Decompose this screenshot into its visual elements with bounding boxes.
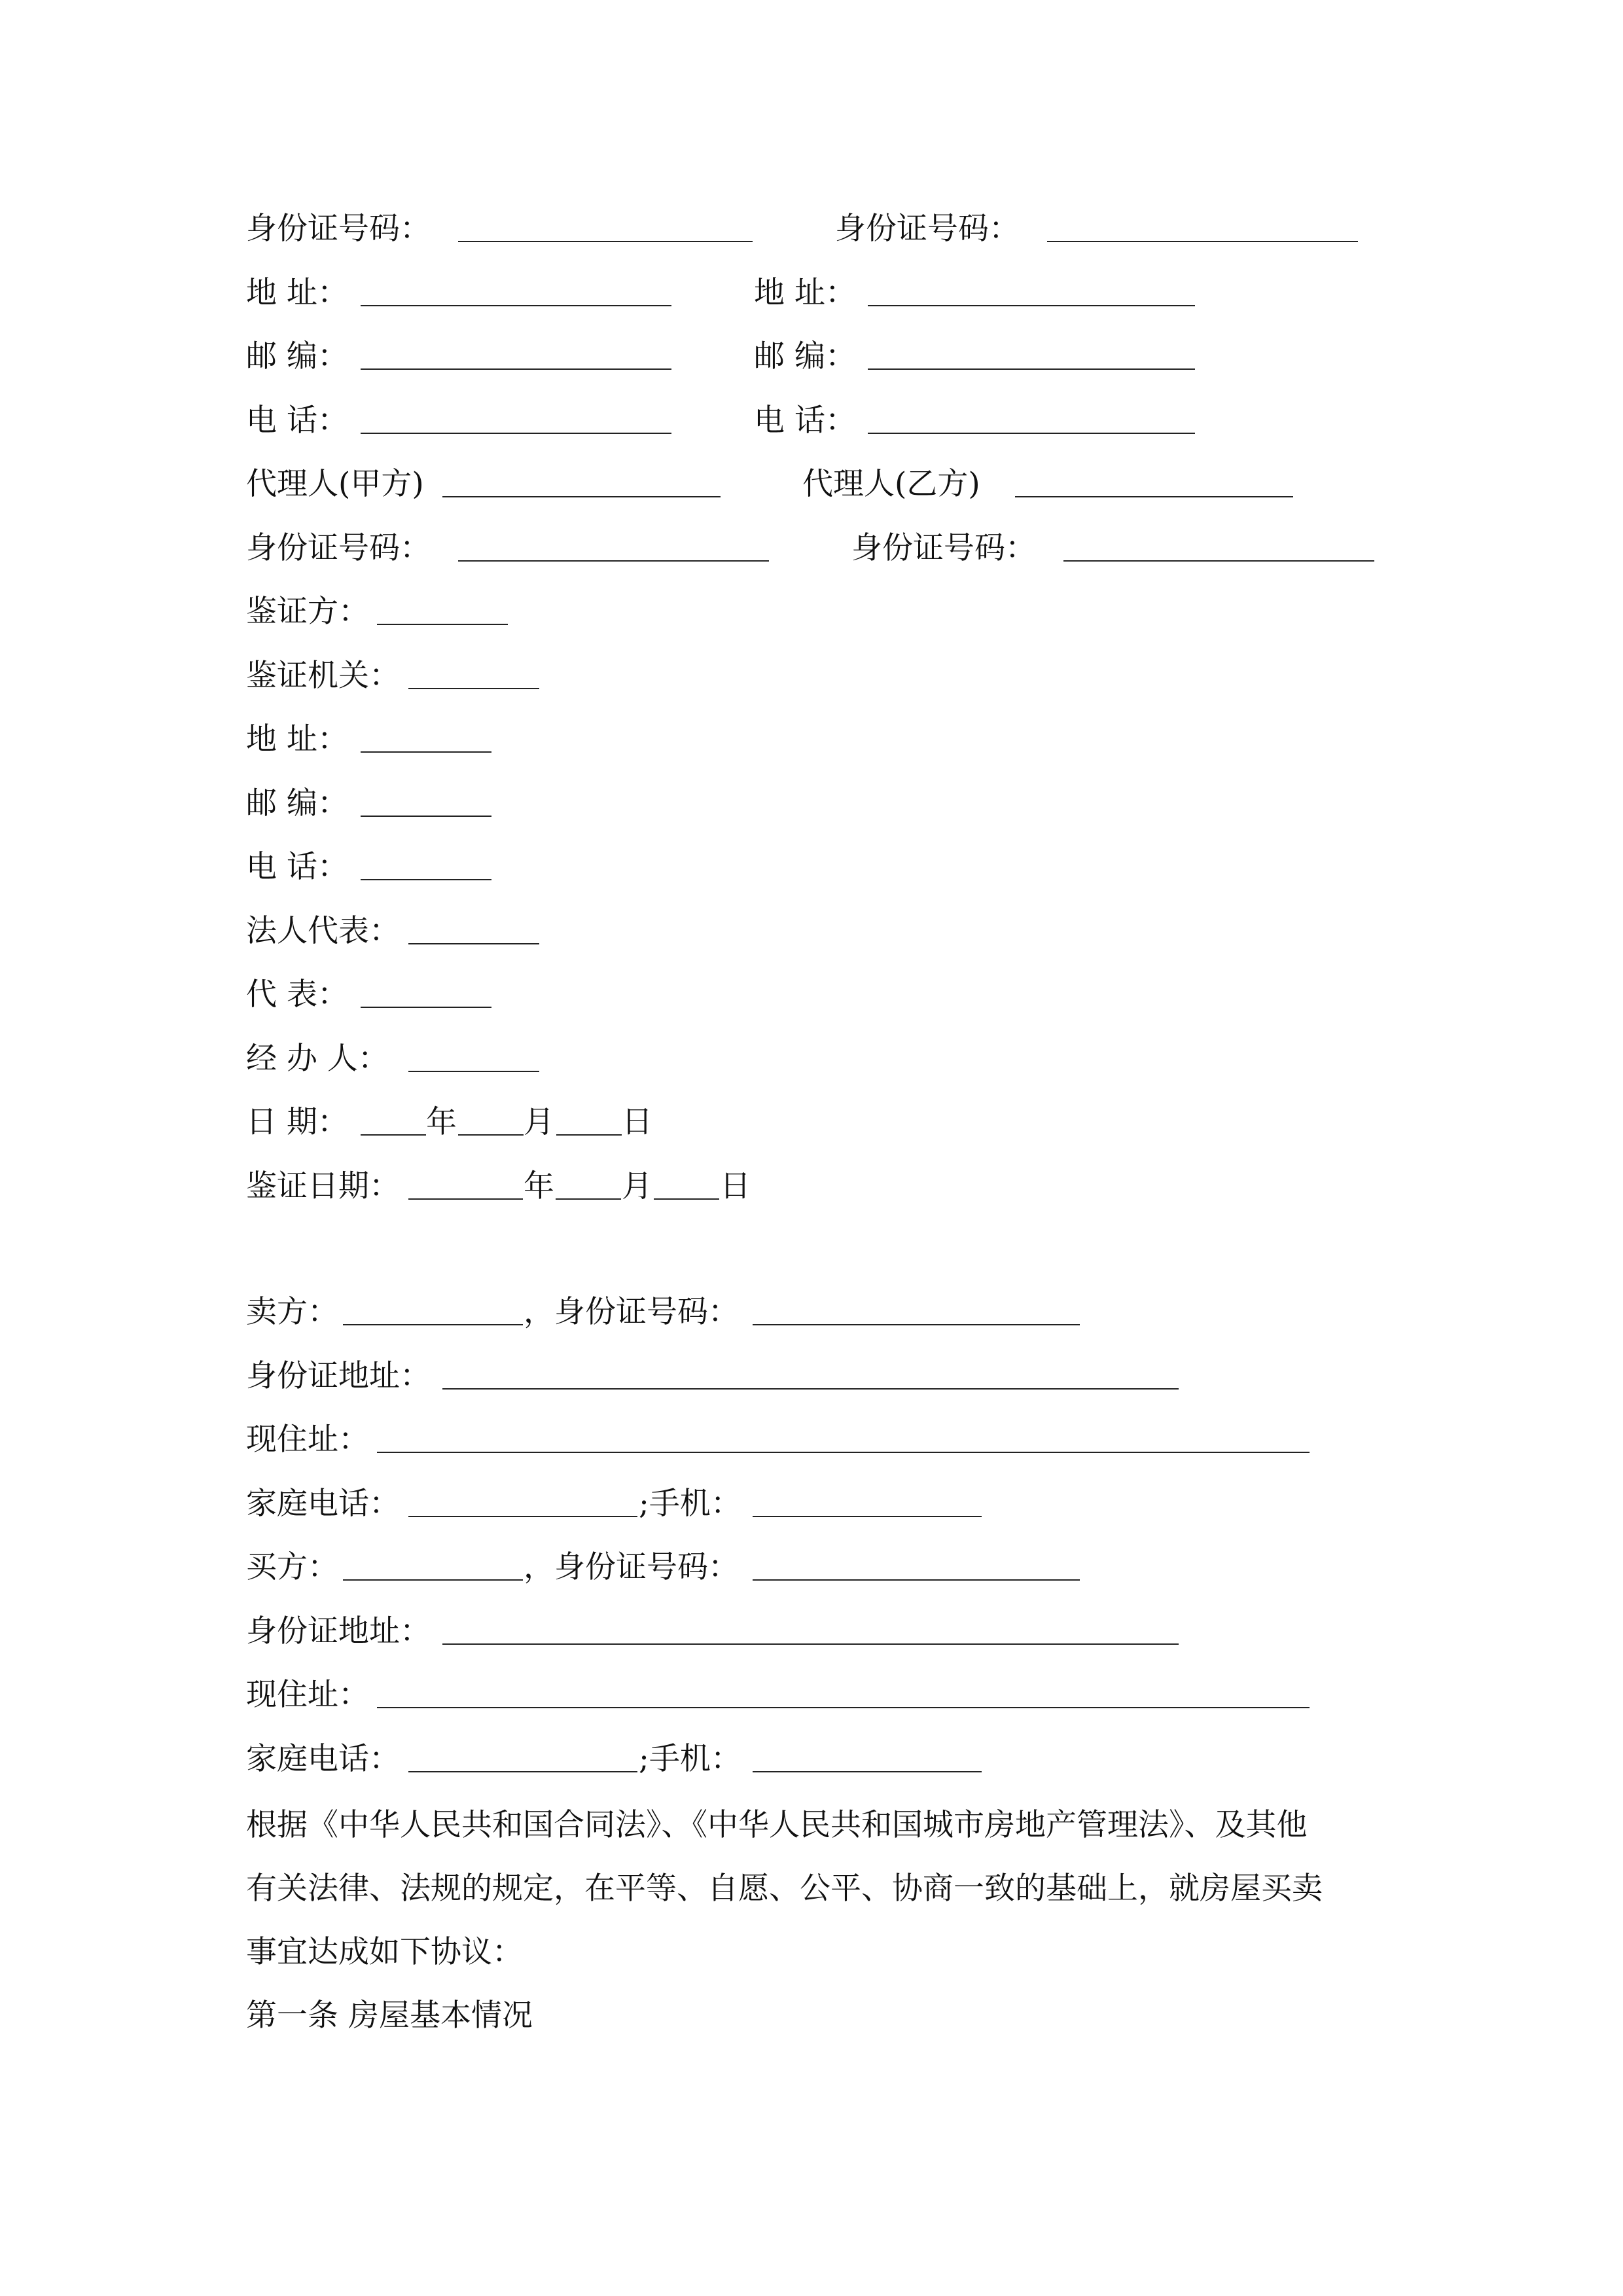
buyer-home-phone-label: 家庭电话： [246,1741,400,1777]
date-year-label: 年 [426,1104,457,1140]
buyer-id-field[interactable] [753,1579,1080,1581]
handler-field[interactable] [408,1071,539,1072]
party-a-address-field[interactable] [361,305,671,306]
date-month-field[interactable] [458,1134,524,1136]
notary-postcode-field[interactable] [361,816,491,817]
party-a-postcode-label: 邮 编： [246,338,348,374]
party-b-id-field[interactable] [1047,241,1358,242]
notary-date-year-field[interactable] [408,1198,523,1200]
date-month-label: 月 [524,1104,554,1140]
notary-date-month-label: 月 [622,1168,652,1204]
agent-b-id-label: 身份证号码： [851,530,1036,566]
buyer-id-address-field[interactable] [442,1643,1179,1645]
legal-rep-field[interactable] [408,943,539,944]
representative-field[interactable] [361,1007,491,1008]
notary-date-month-field[interactable] [556,1198,621,1200]
notary-phone-field[interactable] [361,879,491,880]
party-a-phone-field[interactable] [361,433,671,434]
article-1-heading: 第一条 房屋基本情况 [246,1998,533,2034]
agent-b-field[interactable] [1015,496,1293,497]
party-b-address-field[interactable] [868,305,1195,306]
seller-current-address-label: 现住址： [246,1422,369,1458]
buyer-id-label: ，身份证号码： [524,1549,739,1585]
notary-authority-label: 鉴证机关： [246,658,400,694]
agent-a-id-label: 身份证号码： [246,530,431,566]
party-b-phone-label: 电 话： [754,403,856,439]
agent-a-id-field[interactable] [458,560,769,562]
agent-b-id-field[interactable] [1063,560,1374,562]
party-a-id-label: 身份证号码： [246,211,431,247]
seller-id-label: ，身份证号码： [524,1294,739,1330]
buyer-current-address-label: 现住址： [246,1677,369,1713]
notary-date-day-label: 日 [720,1168,751,1204]
legal-rep-label: 法人代表： [246,913,400,949]
seller-id-address-field[interactable] [442,1388,1179,1390]
seller-id-address-label: 身份证地址： [246,1358,431,1394]
notary-postcode-label: 邮 编： [246,785,348,821]
preamble-line-2: 有关法律、法规的规定，在平等、自愿、公平、协商一致的基础上，就房屋买卖 [246,1871,1323,1907]
agent-a-label: 代理人(甲方) [246,466,424,502]
date-day-label: 日 [622,1104,652,1140]
party-b-phone-field[interactable] [868,433,1195,434]
notary-date-day-field[interactable] [654,1198,719,1200]
buyer-mobile-label: ;手机： [639,1741,741,1777]
notary-phone-label: 电 话： [246,849,348,885]
notary-address-field[interactable] [361,751,491,753]
notary-party-label: 鉴证方： [246,594,369,630]
agent-b-label: 代理人(乙方) [802,466,980,502]
seller-home-phone-label: 家庭电话： [246,1486,400,1522]
buyer-home-phone-field[interactable] [408,1771,637,1772]
seller-name-field[interactable] [343,1324,523,1325]
notary-date-label: 鉴证日期： [246,1168,400,1204]
party-a-postcode-field[interactable] [361,368,671,370]
party-b-postcode-label: 邮 编： [754,338,856,374]
seller-current-address-field[interactable] [377,1452,1310,1453]
agent-a-field[interactable] [442,496,721,497]
party-b-postcode-field[interactable] [868,368,1195,370]
buyer-label: 买方： [246,1549,338,1585]
party-a-phone-label: 电 话： [246,403,348,439]
date-label: 日 期： [246,1104,348,1140]
party-a-address-label: 地 址： [246,275,348,311]
seller-id-field[interactable] [753,1324,1080,1325]
preamble-line-3: 事宜达成如下协议： [246,1934,523,1970]
date-year-field[interactable] [361,1134,426,1136]
notary-authority-field[interactable] [408,688,539,689]
preamble-line-1: 根据《中华人民共和国合同法》、《中华人民共和国城市房地产管理法》、及其他 [246,1807,1308,1843]
buyer-mobile-field[interactable] [753,1771,982,1772]
date-day-field[interactable] [556,1134,622,1136]
representative-label: 代 表： [246,977,348,1013]
seller-mobile-field[interactable] [753,1516,982,1517]
buyer-current-address-field[interactable] [377,1707,1310,1708]
buyer-id-address-label: 身份证地址： [246,1613,431,1649]
handler-label: 经 办 人： [246,1041,389,1077]
seller-home-phone-field[interactable] [408,1516,637,1517]
seller-mobile-label: ;手机： [639,1486,741,1522]
notary-party-field[interactable] [377,624,508,625]
party-b-address-label: 地 址： [754,275,856,311]
notary-date-year-label: 年 [524,1168,554,1204]
buyer-name-field[interactable] [343,1579,523,1581]
party-a-id-field[interactable] [458,241,753,242]
seller-label: 卖方： [246,1294,338,1330]
party-b-id-label: 身份证号码： [835,211,1020,247]
notary-address-label: 地 址： [246,721,348,757]
